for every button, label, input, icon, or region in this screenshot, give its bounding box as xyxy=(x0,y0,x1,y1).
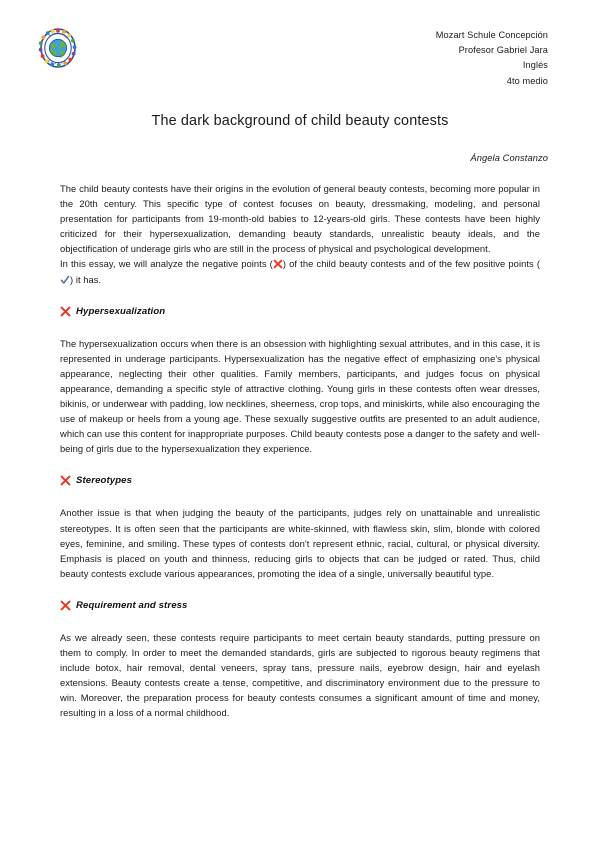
cross-mark-icon xyxy=(60,600,71,611)
section-body-hypersexualization: The hypersexualization occurs when there is an obsession with highlighting sexual attributes, and in this case, it is represented in underage participants. Hypersexualization has the negative effect of emphasizing one's physical appearance, neglecting their other qualities. Family members, participants, and judges focus on physical appearance, demanding a specific style of attractive clothing. Young girls in these contests often wear dresses, bikinis, or underwear with padding, low necklines, sheerness, crop tops, and miniskirts, while also encouraging the use of makeup or heels from a young age. These sexually suggestive outfits are presented to an adult audience, which can use this content for inappropriate purposes. Child beauty contests pose a danger to the safety and well-being of girls due to the hypersexualization they experience. xyxy=(60,337,540,455)
section-heading-stereotypes xyxy=(60,473,540,488)
intro-text-b: ) of the child beauty contests and of the few positive points ( xyxy=(282,258,541,270)
intro-text-a: In this essay, we will analyze the negative points ( xyxy=(60,258,273,270)
intro-paragraph-1: The child beauty contests have their origins in the evolution of general beauty contests, becoming more popular in the 20th century. This specific type of contest focuses on beauty, dressmaking, modeling, and personal presentation for participants from 19-month-old babies to 12-years-old girls. These contests have been highly criticized for their hypersexualization, demanding beauty standards, unrealistic beauty ideals, and the objectification of underage girls who are still in the process of physical and psychological development. xyxy=(60,183,540,255)
document-header xyxy=(60,26,548,96)
intro-text-c: ) it has. xyxy=(70,273,102,285)
cross-mark-icon xyxy=(273,258,283,268)
subject: Inglés xyxy=(522,60,548,71)
section-body-stereotypes: Another issue is that when judging the beauty of the participants, judges rely on unattainable and unrealistic stereotypes. It is often seen that the participants are white-skinned, with flawless skin, slim, blonde with colored eyes, feminine, and smiling. These types of contests don't represent ethnic, racial, cultural, or physical diversity. Emphasis is placed on youth and thinness, reducing girls to objects that can be judged or rated. Thus, child beauty contests exclude various appearances, promoting the idea of a single, universally beautiful type. xyxy=(60,507,540,579)
section-heading-label: Stereotypes xyxy=(76,475,133,487)
teacher-name: Profesor Gabriel Jara xyxy=(458,45,548,56)
section-body-requirement-and-stress: As we already seen, these contests require participants to meet certain beauty standards, putting pressure on them to comply. In order to meet the demanded standards, girls are subjected to rigorous beauty regimens that include botox, hair removal, dental veneers, spray tans, pressure nails, eyebrow design, hair and eyelash extensions. Beauty contests create a tense, competitive, and discriminatory environment due to the pressure to win. Moreover, the preparation process for beauty contests consumes a significant amount of time and money, resulting in a loss of a normal childhood. xyxy=(60,631,540,719)
cross-mark-icon xyxy=(60,475,71,486)
section-heading-label: Hypersexualization xyxy=(76,305,166,317)
check-mark-icon xyxy=(60,274,70,284)
section-heading-hypersexualization xyxy=(60,304,540,319)
cross-mark-icon xyxy=(60,306,71,317)
section-heading-label: Requirement and stress xyxy=(76,599,188,611)
page-title: The dark background of child beauty contests xyxy=(151,113,449,129)
school-name: Mozart Schule Concepción xyxy=(435,30,548,40)
author-name: Ángela Constanzo xyxy=(470,153,548,163)
document-body xyxy=(60,181,540,720)
grade-level: 4to medio xyxy=(506,75,548,86)
school-info-block xyxy=(436,28,548,89)
section-heading-requirement-and-stress xyxy=(60,598,540,613)
school-crest-globe-logo xyxy=(36,26,80,70)
intro-paragraph-2 xyxy=(60,256,540,286)
